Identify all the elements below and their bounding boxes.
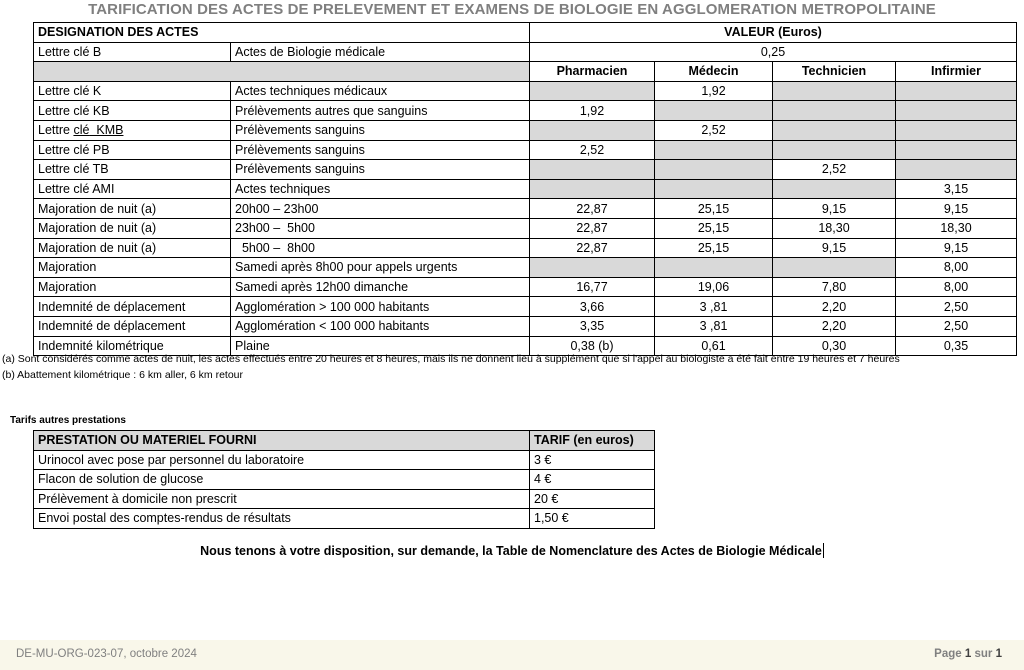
value-cell: 18,30 bbox=[773, 218, 896, 238]
row-label: Lettre clé AMI bbox=[34, 179, 231, 199]
row-value: 0,25 bbox=[530, 42, 1017, 62]
prestation-cell: Flacon de solution de glucose bbox=[34, 470, 530, 490]
table-row bbox=[34, 450, 655, 470]
value-cell: 2,52 bbox=[530, 140, 655, 160]
table-row bbox=[34, 218, 1017, 238]
value-cell: 1,92 bbox=[655, 81, 773, 101]
tarif-cell: 1,50 € bbox=[530, 509, 655, 529]
row-acte: Plaine bbox=[231, 336, 530, 356]
value-cell bbox=[896, 160, 1017, 180]
row-label: Lettre clé K bbox=[34, 81, 231, 101]
row-label: Lettre clé KB bbox=[34, 101, 231, 121]
footnote-b: (b) Abattement kilométrique : 6 km aller, 6 km retour bbox=[2, 369, 244, 381]
tarif-header: TARIF (en euros) bbox=[530, 431, 655, 451]
row-label: Lettre clé TB bbox=[34, 160, 231, 180]
value-cell bbox=[530, 120, 655, 140]
row-acte: Prélèvements autres que sanguins bbox=[231, 101, 530, 121]
table-header-row bbox=[34, 431, 655, 451]
value-cell bbox=[530, 81, 655, 101]
value-cell: 7,80 bbox=[773, 277, 896, 297]
tarif-cell: 20 € bbox=[530, 489, 655, 509]
value-cell: 3,35 bbox=[530, 316, 655, 336]
value-cell: 0,35 bbox=[896, 336, 1017, 356]
row-label bbox=[34, 120, 231, 140]
table-row bbox=[34, 316, 1017, 336]
row-acte: Actes techniques médicaux bbox=[231, 81, 530, 101]
table-row bbox=[34, 160, 1017, 180]
value-cell: 2,50 bbox=[896, 316, 1017, 336]
footnotes bbox=[2, 351, 900, 383]
row-label: Majoration de nuit (a) bbox=[34, 199, 231, 219]
row-label-suffix: KMB bbox=[89, 123, 124, 138]
value-cell: 25,15 bbox=[655, 218, 773, 238]
page-footer bbox=[0, 640, 1024, 670]
table-row bbox=[34, 42, 1017, 62]
value-cell: 0,61 bbox=[655, 336, 773, 356]
row-acte: Samedi après 8h00 pour appels urgents bbox=[231, 258, 530, 278]
value-cell bbox=[655, 101, 773, 121]
column-header-row bbox=[34, 62, 1017, 82]
column-header-technicien: Technicien bbox=[773, 62, 896, 82]
table-row bbox=[34, 297, 1017, 317]
value-cell: 8,00 bbox=[896, 258, 1017, 278]
value-cell: 8,00 bbox=[896, 277, 1017, 297]
value-cell bbox=[655, 160, 773, 180]
value-cell bbox=[655, 258, 773, 278]
table-row bbox=[34, 489, 655, 509]
value-cell: 22,87 bbox=[530, 199, 655, 219]
row-label: Indemnité de déplacement bbox=[34, 316, 231, 336]
value-cell: 9,15 bbox=[773, 199, 896, 219]
row-label: Majoration de nuit (a) bbox=[34, 238, 231, 258]
page-indicator bbox=[934, 648, 1002, 660]
tarif-cell: 4 € bbox=[530, 470, 655, 490]
value-cell: 25,15 bbox=[655, 199, 773, 219]
designation-header: DESIGNATION DES ACTES bbox=[34, 23, 530, 43]
value-cell bbox=[773, 140, 896, 160]
value-cell: 18,30 bbox=[896, 218, 1017, 238]
column-header-pharmacien: Pharmacien bbox=[530, 62, 655, 82]
value-cell: 3 ,81 bbox=[655, 297, 773, 317]
row-acte: Prélèvements sanguins bbox=[231, 160, 530, 180]
value-cell: 19,06 bbox=[655, 277, 773, 297]
prestation-cell: Urinocol avec pose par personnel du laboratoire bbox=[34, 450, 530, 470]
value-cell bbox=[655, 140, 773, 160]
prestation-header: PRESTATION OU MATERIEL FOURNI bbox=[34, 431, 530, 451]
table-row bbox=[34, 277, 1017, 297]
page-of: sur bbox=[974, 648, 993, 660]
value-cell: 16,77 bbox=[530, 277, 655, 297]
row-label: Majoration de nuit (a) bbox=[34, 218, 231, 238]
other-prestations-table bbox=[33, 430, 655, 529]
statement-text: Nous tenons à votre disposition, sur demande, la Table de Nomenclature des Actes de Biologie Médicale bbox=[200, 544, 822, 558]
value-cell: 2,52 bbox=[773, 160, 896, 180]
table-row bbox=[34, 101, 1017, 121]
value-cell bbox=[773, 258, 896, 278]
row-label: Lettre clé B bbox=[34, 42, 231, 62]
value-cell bbox=[896, 140, 1017, 160]
empty-cell bbox=[34, 62, 530, 82]
table-row bbox=[34, 140, 1017, 160]
row-label: Majoration bbox=[34, 277, 231, 297]
row-label: Indemnité de déplacement bbox=[34, 297, 231, 317]
row-label: Lettre clé PB bbox=[34, 140, 231, 160]
table-row bbox=[34, 120, 1017, 140]
value-cell: 3,66 bbox=[530, 297, 655, 317]
row-acte: 20h00 – 23h00 bbox=[231, 199, 530, 219]
value-cell: 2,20 bbox=[773, 316, 896, 336]
prestation-cell: Envoi postal des comptes-rendus de résultats bbox=[34, 509, 530, 529]
value-cell: 0,38 (b) bbox=[530, 336, 655, 356]
value-cell bbox=[896, 81, 1017, 101]
tarification-table bbox=[33, 22, 1017, 356]
value-cell bbox=[896, 120, 1017, 140]
table-row bbox=[34, 179, 1017, 199]
row-acte: Samedi après 12h00 dimanche bbox=[231, 277, 530, 297]
row-acte: Agglomération > 100 000 habitants bbox=[231, 297, 530, 317]
value-cell: 9,15 bbox=[896, 238, 1017, 258]
table-row bbox=[34, 238, 1017, 258]
prestation-cell: Prélèvement à domicile non prescrit bbox=[34, 489, 530, 509]
value-cell: 0,30 bbox=[773, 336, 896, 356]
value-cell: 9,15 bbox=[896, 199, 1017, 219]
value-cell: 3 ,81 bbox=[655, 316, 773, 336]
page-current: 1 bbox=[964, 648, 972, 660]
row-acte: Prélèvements sanguins bbox=[231, 140, 530, 160]
value-cell: 3,15 bbox=[896, 179, 1017, 199]
value-cell bbox=[530, 179, 655, 199]
row-acte: Actes techniques bbox=[231, 179, 530, 199]
column-header-infirmier: Infirmier bbox=[896, 62, 1017, 82]
page-total: 1 bbox=[995, 648, 1002, 660]
value-cell: 2,20 bbox=[773, 297, 896, 317]
document-reference: DE-MU-ORG-023-07, octobre 2024 bbox=[16, 648, 197, 660]
value-cell bbox=[530, 160, 655, 180]
value-cell bbox=[773, 81, 896, 101]
value-cell: 2,52 bbox=[655, 120, 773, 140]
row-label-prefix: Lettre bbox=[38, 123, 74, 138]
row-acte: Agglomération < 100 000 habitants bbox=[231, 316, 530, 336]
tarif-cell: 3 € bbox=[530, 450, 655, 470]
row-label: Indemnité kilométrique bbox=[34, 336, 231, 356]
valeur-header: VALEUR (Euros) bbox=[530, 23, 1017, 43]
table-row bbox=[34, 509, 655, 529]
page-word: Page bbox=[934, 648, 962, 660]
value-cell bbox=[773, 179, 896, 199]
value-cell: 9,15 bbox=[773, 238, 896, 258]
value-cell bbox=[773, 101, 896, 121]
table-row bbox=[34, 199, 1017, 219]
row-label: Majoration bbox=[34, 258, 231, 278]
value-cell: 2,50 bbox=[896, 297, 1017, 317]
row-acte: 5h00 – 8h00 bbox=[231, 238, 530, 258]
row-acte: Prélèvements sanguins bbox=[231, 120, 530, 140]
value-cell bbox=[896, 101, 1017, 121]
row-acte: 23h00 – 5h00 bbox=[231, 218, 530, 238]
nomenclature-statement bbox=[0, 543, 1024, 558]
value-cell: 1,92 bbox=[530, 101, 655, 121]
value-cell bbox=[655, 179, 773, 199]
row-acte: Actes de Biologie médicale bbox=[231, 42, 530, 62]
text-cursor bbox=[823, 543, 824, 558]
table-row bbox=[34, 81, 1017, 101]
column-header-medecin: Médecin bbox=[655, 62, 773, 82]
row-label-underlined: clé bbox=[73, 123, 90, 138]
value-cell: 25,15 bbox=[655, 238, 773, 258]
value-cell bbox=[773, 120, 896, 140]
other-prestations-title: Tarifs autres prestations bbox=[10, 415, 126, 426]
table-header-row bbox=[34, 23, 1017, 43]
document-title: TARIFICATION DES ACTES DE PRELEVEMENT ET EXAMENS DE BIOLOGIE EN AGGLOMERATION METROPOLITAINE bbox=[88, 1, 936, 18]
table-row bbox=[34, 258, 1017, 278]
value-cell: 22,87 bbox=[530, 218, 655, 238]
value-cell: 22,87 bbox=[530, 238, 655, 258]
table-row bbox=[34, 470, 655, 490]
footnote-a: (a) Sont considérés comme actes de nuit, les actes effectués entre 20 heures et 8 heures, mais ils ne donnent lieu à supplément que si l'appel au biologiste a été fait entre 19 heures et 7 heures bbox=[2, 353, 900, 365]
value-cell bbox=[530, 258, 655, 278]
